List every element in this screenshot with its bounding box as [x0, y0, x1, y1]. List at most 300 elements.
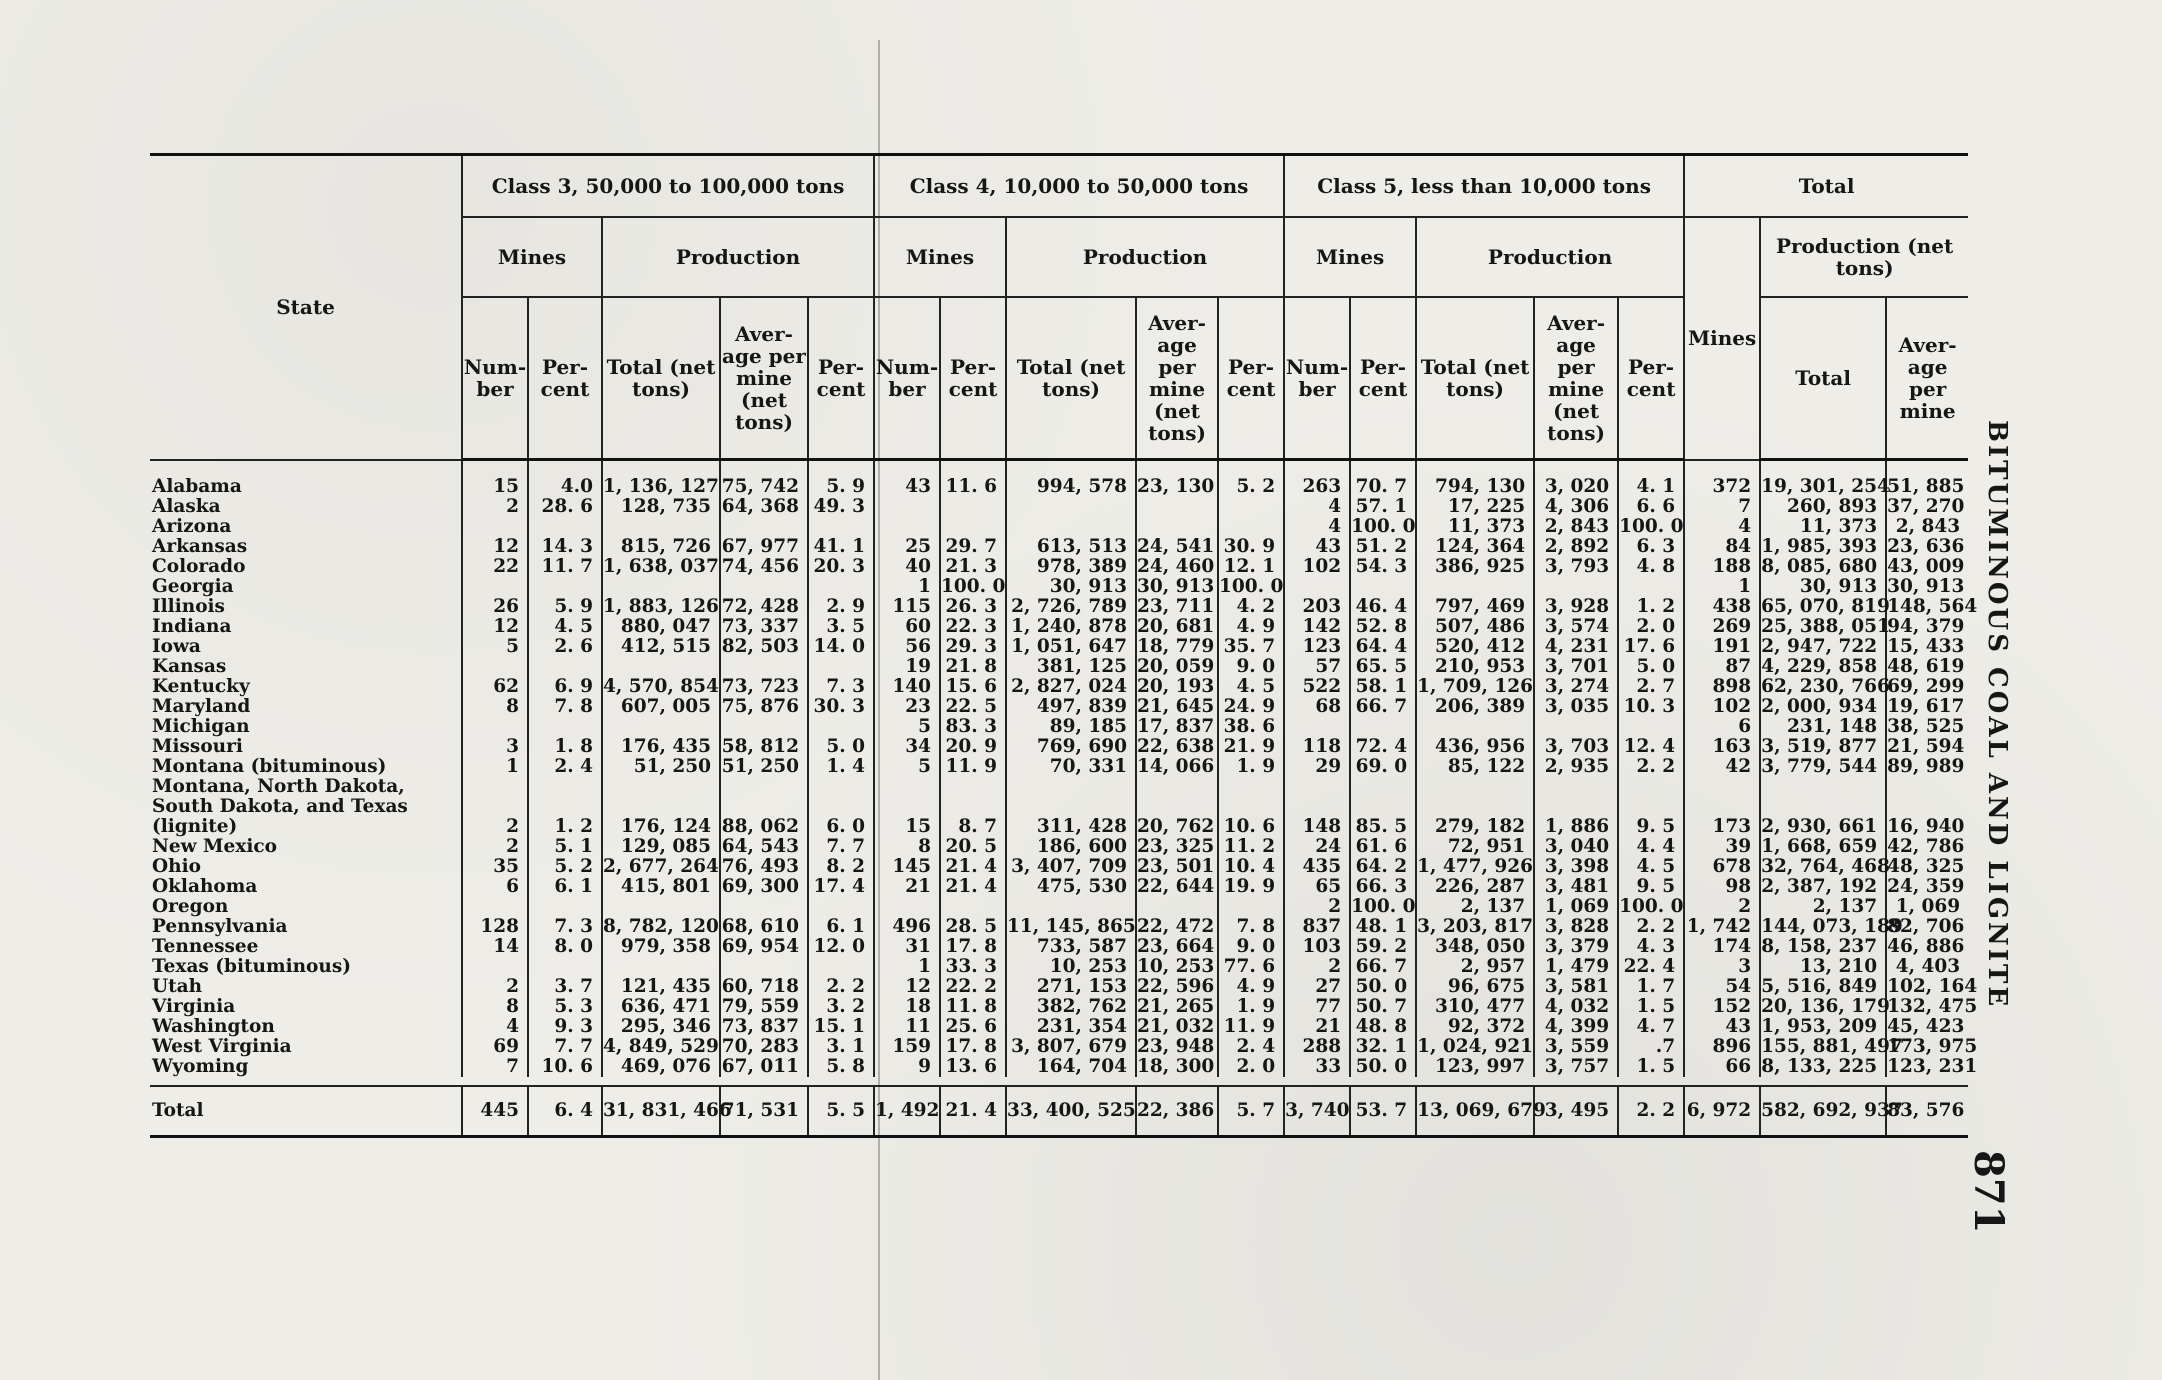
class4-percent-header: Per- cent — [940, 297, 1006, 460]
data-cell: 73, 723 — [720, 677, 808, 697]
data-cell: 33, 400, 525 — [1006, 1086, 1136, 1137]
data-cell: 20, 681 — [1136, 617, 1218, 637]
data-cell: 40 — [874, 557, 940, 577]
state-name-cell: Georgia — [152, 577, 234, 597]
data-cell: 100. 0 — [1619, 896, 1684, 917]
coal-production-table — [150, 153, 1978, 1138]
data-cell: 11. 9 — [1218, 1017, 1284, 1037]
data-cell: 29. 7 — [940, 537, 1006, 557]
table-row — [150, 1037, 1968, 1057]
table-row — [150, 857, 1968, 877]
data-cell: 769, 690 — [1006, 737, 1136, 757]
data-cell — [720, 897, 808, 917]
data-cell: 1 — [1684, 577, 1760, 597]
class4-prod-percent-header: Per- cent — [1218, 297, 1284, 460]
data-cell: 115 — [874, 597, 940, 617]
data-cell — [808, 577, 874, 597]
data-cell: 415, 801 — [602, 877, 720, 897]
data-cell: 144, 073, 189 — [1761, 916, 1903, 937]
class3-percent-header: Per- cent — [528, 297, 602, 460]
data-cell: 231, 148 — [1760, 717, 1886, 737]
data-cell — [808, 717, 874, 737]
data-cell: 12 — [462, 537, 528, 557]
data-cell: 14. 3 — [528, 537, 602, 557]
data-cell: 7. 3 — [808, 677, 874, 697]
data-cell: 22. 2 — [940, 977, 1006, 997]
data-cell: 102 — [1284, 557, 1350, 577]
data-cell: 896 — [1684, 1037, 1760, 1057]
state-name-cell: Arkansas — [152, 537, 248, 557]
data-cell: 1 — [462, 757, 528, 777]
data-cell: 43 — [1684, 1017, 1760, 1037]
data-cell: 100. 0 — [1619, 516, 1684, 537]
data-cell — [462, 717, 528, 737]
data-cell: 4 — [462, 1017, 528, 1037]
data-cell: 497, 839 — [1006, 697, 1136, 717]
class5-prod-percent-header: Per- cent — [1618, 297, 1684, 460]
data-cell: 11, 373 — [1760, 517, 1886, 537]
total-row — [150, 1086, 1968, 1137]
data-cell — [1284, 577, 1350, 597]
data-cell: 1. 5 — [1618, 997, 1684, 1017]
data-cell — [874, 517, 940, 537]
data-cell: 8, 133, 225 — [1760, 1057, 1886, 1077]
data-cell: 3 — [1684, 957, 1760, 977]
data-cell: 85. 5 — [1350, 777, 1416, 837]
data-cell: 5. 2 — [528, 857, 602, 877]
data-cell: 148 — [1284, 777, 1350, 837]
data-cell: 5 — [874, 717, 940, 737]
class5-header: Class 5, less than 10,000 tons — [1284, 155, 1684, 218]
data-cell: 13, 069, 679 — [1416, 1086, 1534, 1137]
data-cell: 3, 379 — [1534, 937, 1618, 957]
data-cell: 132, 475 — [1887, 996, 1978, 1017]
data-cell: 8 — [462, 697, 528, 717]
data-cell: 10, 253 — [1136, 957, 1218, 977]
data-cell: 1, 886 — [1534, 777, 1618, 837]
data-cell: 7. 7 — [528, 1037, 602, 1057]
data-cell — [720, 717, 808, 737]
data-cell: 4. 5 — [528, 617, 602, 637]
data-cell: 1, 024, 921 — [1417, 1036, 1533, 1057]
coal-production-table-wrapper — [150, 153, 1978, 1138]
data-cell — [602, 577, 720, 597]
data-cell: 100. 0 — [1219, 576, 1284, 597]
class3-total-tons-header: Total (net tons) — [602, 297, 720, 460]
class4-production-header: Production — [1006, 217, 1284, 297]
data-cell: 310, 477 — [1416, 997, 1534, 1017]
data-cell: 1, 985, 393 — [1760, 537, 1886, 557]
table-row — [150, 497, 1968, 517]
data-cell: 77 — [1284, 997, 1350, 1017]
data-cell: 17. 6 — [1618, 637, 1684, 657]
data-cell: 6 — [1684, 717, 1760, 737]
data-cell: 5. 7 — [1218, 1086, 1284, 1137]
data-cell — [1350, 577, 1416, 597]
data-cell: 5. 1 — [528, 837, 602, 857]
data-cell: 54 — [1684, 977, 1760, 997]
data-cell: 2 — [462, 837, 528, 857]
data-cell — [1006, 517, 1136, 537]
data-cell: 7 — [1684, 497, 1760, 517]
data-cell: 3, 407, 709 — [1006, 857, 1136, 877]
data-cell: 163 — [1684, 737, 1760, 757]
data-cell: 67, 011 — [720, 1057, 808, 1077]
data-cell: 28. 5 — [940, 917, 1006, 937]
data-cell: 4, 306 — [1534, 497, 1618, 517]
data-cell: 496 — [874, 917, 940, 937]
data-cell: 48. 8 — [1350, 1017, 1416, 1037]
data-cell: 72, 951 — [1416, 837, 1534, 857]
data-cell: 152 — [1684, 997, 1760, 1017]
table-row — [150, 657, 1968, 677]
table-row — [150, 877, 1968, 897]
data-cell: 186, 600 — [1006, 837, 1136, 857]
data-cell: 57 — [1284, 657, 1350, 677]
data-cell: 6. 3 — [1618, 537, 1684, 557]
data-cell: 10. 3 — [1618, 697, 1684, 717]
data-cell: 5. 0 — [808, 737, 874, 757]
data-cell — [940, 497, 1006, 517]
data-cell — [940, 897, 1006, 917]
data-cell: 12. 4 — [1618, 737, 1684, 757]
data-cell: 70, 331 — [1006, 757, 1136, 777]
data-cell: 43 — [1284, 537, 1350, 557]
data-cell: 28. 6 — [528, 497, 602, 517]
data-cell: 898 — [1684, 677, 1760, 697]
data-cell: 45, 423 — [1886, 1017, 1968, 1037]
data-cell: 1, 069 — [1534, 897, 1618, 917]
data-cell: 29. 3 — [940, 637, 1006, 657]
data-cell: 61. 6 — [1350, 837, 1416, 857]
data-cell — [720, 577, 808, 597]
data-cell: 24. 9 — [1218, 697, 1284, 717]
data-cell: 3 — [462, 737, 528, 757]
data-cell: 20, 136, 179 — [1761, 996, 1890, 1017]
data-cell: 23 — [874, 697, 940, 717]
data-cell: 9 — [874, 1057, 940, 1077]
data-cell — [602, 517, 720, 537]
total-production-average-header: Aver- age per mine — [1886, 297, 1968, 460]
table-row — [150, 460, 1968, 498]
data-cell: 33. 3 — [940, 957, 1006, 977]
data-cell: 11, 145, 865 — [1007, 916, 1136, 937]
data-cell: 7. 3 — [528, 917, 602, 937]
data-cell: 79, 559 — [720, 997, 808, 1017]
data-cell: 23, 711 — [1136, 597, 1218, 617]
data-cell: 11. 8 — [940, 997, 1006, 1017]
data-cell: 797, 469 — [1416, 597, 1534, 617]
data-cell — [462, 577, 528, 597]
data-cell: 520, 412 — [1416, 637, 1534, 657]
data-cell: 15. 1 — [808, 1017, 874, 1037]
data-cell: 613, 513 — [1006, 537, 1136, 557]
data-cell: 100. 0 — [1351, 516, 1416, 537]
data-cell: 70, 283 — [720, 1037, 808, 1057]
data-cell: 24 — [1284, 837, 1350, 857]
data-cell — [808, 657, 874, 677]
data-cell: 4, 570, 854 — [603, 676, 719, 697]
class3-average-header: Aver- age per mine (net tons) — [720, 297, 808, 460]
data-cell: 73, 837 — [720, 1017, 808, 1037]
total-group-header: Total — [1684, 155, 1968, 218]
state-name-cell: Montana, North Dakota, South Dakota, and Texas (lignite) — [152, 777, 408, 837]
data-cell: 2, 726, 789 — [1006, 597, 1136, 617]
data-cell: 2, 827, 024 — [1006, 677, 1136, 697]
data-cell: 32, 764, 468 — [1761, 856, 1890, 877]
data-cell: 69 — [462, 1037, 528, 1057]
data-cell: 6. 4 — [528, 1086, 602, 1137]
data-cell: 15 — [874, 777, 940, 837]
state-column-header: State — [150, 155, 462, 460]
data-cell: 3, 793 — [1534, 557, 1618, 577]
data-cell: 64, 543 — [720, 837, 808, 857]
data-cell: 2 — [1284, 957, 1350, 977]
data-cell: 58. 1 — [1350, 677, 1416, 697]
data-cell: 50. 0 — [1350, 1057, 1416, 1077]
data-cell: 7 — [462, 1057, 528, 1077]
data-cell: 68, 610 — [720, 917, 808, 937]
table-row — [150, 617, 1968, 637]
data-cell — [528, 517, 602, 537]
data-cell: 1. 8 — [528, 737, 602, 757]
data-cell: 12 — [874, 977, 940, 997]
state-name-cell: Utah — [152, 977, 203, 997]
data-cell — [528, 717, 602, 737]
data-cell: 8. 2 — [808, 857, 874, 877]
data-cell: 35 — [462, 857, 528, 877]
data-cell: 837 — [1284, 917, 1350, 937]
data-cell: 10. 6 — [1218, 777, 1284, 837]
data-cell: 84 — [1684, 537, 1760, 557]
data-cell — [1416, 577, 1534, 597]
data-cell: 3, 481 — [1534, 877, 1618, 897]
data-cell: 56 — [874, 637, 940, 657]
data-cell: 2, 930, 661 — [1760, 777, 1886, 837]
data-cell: 2 — [462, 977, 528, 997]
data-cell: 140 — [874, 677, 940, 697]
data-cell — [720, 517, 808, 537]
data-cell: 59. 2 — [1350, 937, 1416, 957]
class4-header: Class 4, 10,000 to 50,000 tons — [874, 155, 1284, 218]
data-cell: 64. 2 — [1350, 857, 1416, 877]
data-cell: 69, 299 — [1886, 677, 1968, 697]
data-cell: 51, 250 — [602, 757, 720, 777]
data-cell: 3, 828 — [1534, 917, 1618, 937]
data-cell: 522 — [1284, 677, 1350, 697]
table-row — [150, 517, 1968, 537]
data-cell: 582, 692, 937 — [1760, 1086, 1886, 1137]
data-cell — [1006, 497, 1136, 517]
data-cell: 48. 1 — [1350, 917, 1416, 937]
data-cell: 25, 388, 051 — [1761, 616, 1890, 637]
data-cell — [1136, 497, 1218, 517]
table-row — [150, 937, 1968, 957]
data-cell: 85, 122 — [1416, 757, 1534, 777]
data-cell: 2. 2 — [808, 977, 874, 997]
data-cell: 3, 519, 877 — [1760, 737, 1886, 757]
data-cell: 60, 718 — [720, 977, 808, 997]
data-cell: 22. 4 — [1618, 957, 1684, 977]
data-cell: 21. 4 — [940, 857, 1006, 877]
data-cell: 82, 503 — [720, 637, 808, 657]
state-name-cell: Washington — [152, 1017, 275, 1037]
data-cell: 3, 274 — [1534, 677, 1618, 697]
data-cell: 191 — [1684, 637, 1760, 657]
data-cell: 5. 9 — [808, 460, 874, 498]
data-cell: 65, 070, 819 — [1761, 596, 1890, 617]
state-name-cell: Texas (bituminous) — [152, 957, 352, 977]
data-cell: 6. 9 — [528, 677, 602, 697]
state-name-cell: Oregon — [152, 897, 229, 917]
data-cell: 2. 2 — [1618, 757, 1684, 777]
data-cell — [720, 957, 808, 977]
data-cell: 43 — [874, 460, 940, 498]
data-cell: 21, 645 — [1136, 697, 1218, 717]
data-cell: 145 — [874, 857, 940, 877]
data-cell: 1, 069 — [1886, 897, 1968, 917]
data-cell: 38, 525 — [1886, 717, 1968, 737]
data-cell: 27 — [1284, 977, 1350, 997]
data-cell: 4 — [1284, 517, 1350, 537]
data-cell: 1, 709, 126 — [1417, 676, 1533, 697]
data-cell: 5. 8 — [808, 1057, 874, 1077]
data-cell: 978, 389 — [1006, 557, 1136, 577]
class4-total-tons-header: Total (net tons) — [1006, 297, 1136, 460]
data-cell: 6 — [462, 877, 528, 897]
data-cell: 288 — [1284, 1037, 1350, 1057]
data-cell: 2, 677, 264 — [603, 856, 719, 877]
data-cell: 1, 883, 126 — [603, 596, 719, 617]
class3-header: Class 3, 50,000 to 100,000 tons — [462, 155, 874, 218]
data-cell: 173, 975 — [1887, 1036, 1978, 1057]
data-cell: 19, 617 — [1886, 697, 1968, 717]
table-row — [150, 1057, 1968, 1077]
data-cell: 11 — [874, 1017, 940, 1037]
data-cell: 176, 435 — [602, 737, 720, 757]
data-cell: 11. 9 — [940, 757, 1006, 777]
data-cell: 4 — [1684, 517, 1760, 537]
data-cell: 4. 3 — [1618, 937, 1684, 957]
data-cell: 37, 270 — [1886, 497, 1968, 517]
data-cell: 142 — [1284, 617, 1350, 637]
class5-production-header: Production — [1416, 217, 1684, 297]
data-cell: 17, 837 — [1136, 717, 1218, 737]
data-cell: 3, 703 — [1534, 737, 1618, 757]
data-cell: 6. 6 — [1618, 497, 1684, 517]
data-cell: 9. 5 — [1618, 777, 1684, 837]
data-cell: 1. 9 — [1218, 757, 1284, 777]
data-cell: 102 — [1684, 697, 1760, 717]
data-cell — [1416, 717, 1534, 737]
data-cell: 2, 947, 722 — [1760, 637, 1886, 657]
data-cell: 23, 664 — [1136, 937, 1218, 957]
data-cell: 20. 9 — [940, 737, 1006, 757]
data-cell: 2 — [462, 777, 528, 837]
data-cell: 76, 493 — [720, 857, 808, 877]
data-cell: 1. 7 — [1618, 977, 1684, 997]
total-production-total-header: Total — [1760, 297, 1886, 460]
data-cell: 4, 231 — [1534, 637, 1618, 657]
data-cell: 3, 779, 544 — [1760, 757, 1886, 777]
data-cell: 311, 428 — [1006, 777, 1136, 837]
data-cell — [1534, 717, 1618, 737]
data-cell: 164, 704 — [1006, 1057, 1136, 1077]
state-name-cell: Alaska — [152, 497, 221, 517]
data-cell: 8. 0 — [528, 937, 602, 957]
table-body — [150, 460, 1978, 1137]
data-cell: 35. 7 — [1218, 637, 1284, 657]
data-cell: 1. 5 — [1618, 1057, 1684, 1077]
table-row — [150, 637, 1968, 657]
state-name-cell: Ohio — [152, 857, 201, 877]
data-cell: 15 — [462, 460, 528, 498]
data-cell: 386, 925 — [1416, 557, 1534, 577]
data-cell: 678 — [1684, 857, 1760, 877]
data-cell: 3, 928 — [1534, 597, 1618, 617]
data-cell: 15. 6 — [940, 677, 1006, 697]
data-cell — [1350, 717, 1416, 737]
class5-number-header: Num- ber — [1284, 297, 1350, 460]
data-cell: 2, 843 — [1886, 517, 1968, 537]
table-row — [150, 717, 1968, 737]
data-cell: 87 — [1684, 657, 1760, 677]
state-name-cell: Arizona — [152, 517, 232, 537]
data-cell: 103 — [1284, 937, 1350, 957]
data-cell: 24, 460 — [1136, 557, 1218, 577]
data-cell: 6. 1 — [528, 877, 602, 897]
data-cell: 30, 913 — [1760, 577, 1886, 597]
data-cell: 67, 977 — [720, 537, 808, 557]
state-name-cell: Indiana — [152, 617, 232, 637]
data-cell: 2. 6 — [528, 637, 602, 657]
data-cell: 72, 428 — [720, 597, 808, 617]
state-name-cell: West Virginia — [152, 1037, 292, 1057]
data-cell: 12. 1 — [1218, 557, 1284, 577]
data-cell: 65 — [1284, 877, 1350, 897]
data-cell: 3, 574 — [1534, 617, 1618, 637]
data-cell: 22, 472 — [1136, 917, 1218, 937]
data-cell: 4, 399 — [1534, 1017, 1618, 1037]
data-cell: 412, 515 — [602, 637, 720, 657]
data-cell: 23, 130 — [1136, 460, 1218, 498]
data-cell: 10. 4 — [1218, 857, 1284, 877]
data-cell: 17. 8 — [940, 937, 1006, 957]
table-row — [150, 677, 1968, 697]
data-cell: 6, 972 — [1684, 1086, 1760, 1137]
table-row — [150, 997, 1968, 1017]
data-cell: 5. 0 — [1618, 657, 1684, 677]
state-name-cell: Iowa — [152, 637, 201, 657]
data-cell: 11. 6 — [940, 460, 1006, 498]
data-cell — [874, 897, 940, 917]
data-cell: 18 — [874, 997, 940, 1017]
data-cell: 30, 913 — [1136, 577, 1218, 597]
data-cell: 8, 782, 120 — [603, 916, 719, 937]
data-cell: 9. 3 — [528, 1017, 602, 1037]
data-cell: 25. 6 — [940, 1017, 1006, 1037]
data-cell — [528, 657, 602, 677]
table-row — [150, 757, 1968, 777]
data-cell: 436, 956 — [1416, 737, 1534, 757]
data-cell: 53. 7 — [1350, 1086, 1416, 1137]
data-cell: 89, 185 — [1006, 717, 1136, 737]
data-cell: 96, 675 — [1416, 977, 1534, 997]
table-row — [150, 977, 1968, 997]
data-cell: 11. 2 — [1218, 837, 1284, 857]
data-cell: 50. 7 — [1350, 997, 1416, 1017]
data-cell: 295, 346 — [602, 1017, 720, 1037]
